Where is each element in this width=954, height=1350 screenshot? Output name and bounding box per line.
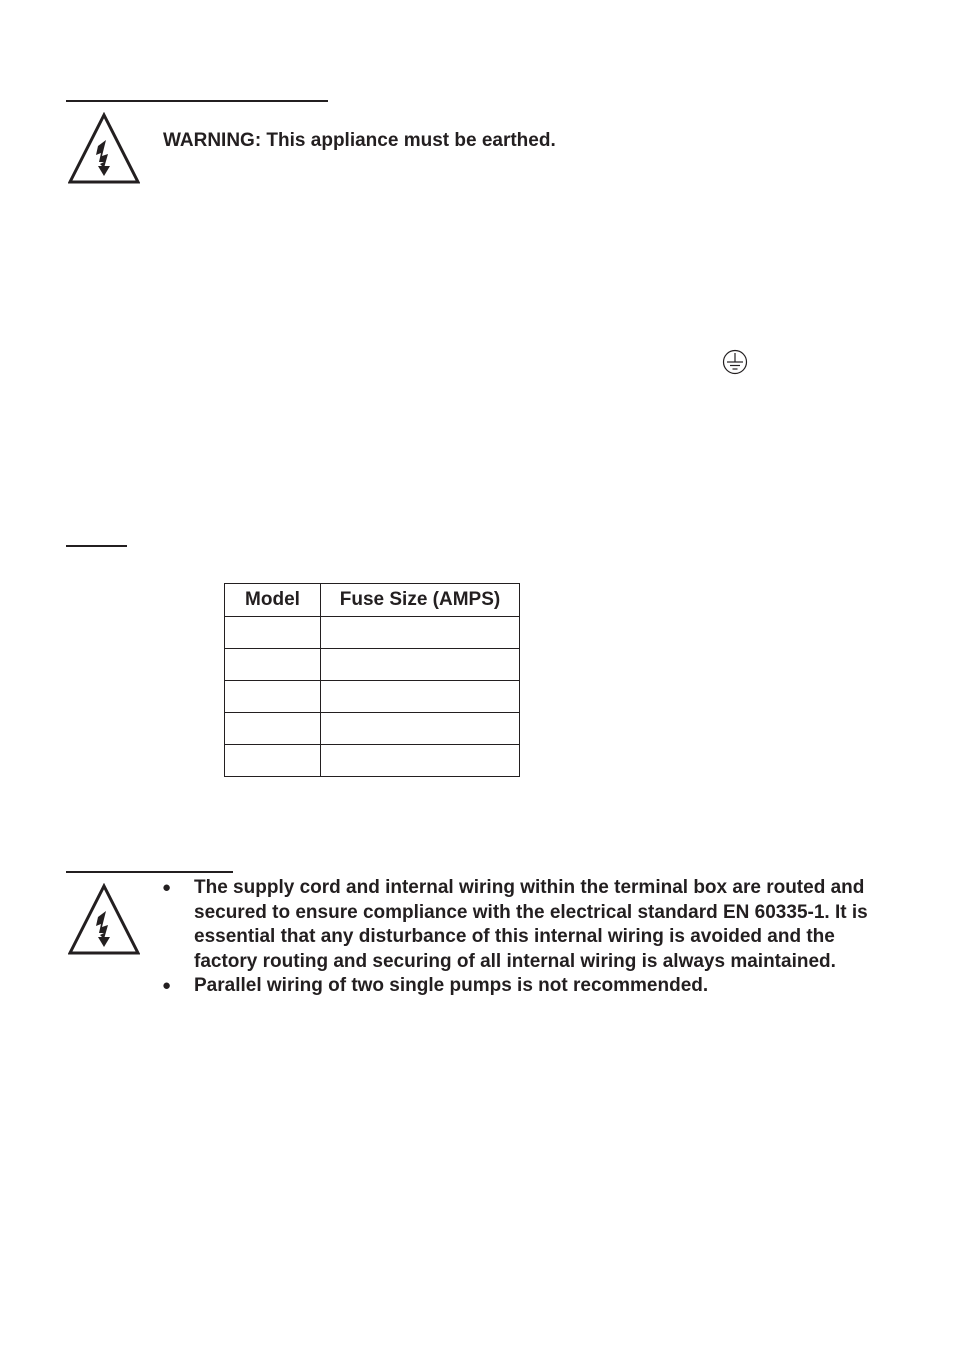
earthing-warning-text: WARNING: This appliance must be earthed. xyxy=(163,130,556,151)
cell-fuse-size xyxy=(321,617,520,649)
table-header-row xyxy=(225,584,520,617)
high-voltage-warning-icon xyxy=(68,112,140,184)
table-row xyxy=(225,713,520,745)
cell-model xyxy=(225,681,321,713)
cell-model xyxy=(225,649,321,681)
cell-model xyxy=(225,745,321,777)
table-row xyxy=(225,617,520,649)
bullet-icon: ● xyxy=(162,977,172,995)
section-heading-rule-fuses xyxy=(66,545,127,547)
protective-earth-icon xyxy=(722,349,748,375)
cell-model xyxy=(225,617,321,649)
table-row xyxy=(225,745,520,777)
cell-fuse-size xyxy=(321,681,520,713)
wiring-notes-list xyxy=(162,876,882,999)
section-heading-rule-wiring xyxy=(66,871,233,873)
wiring-note-text: Parallel wiring of two single pumps is not recommended. xyxy=(194,975,709,997)
column-header-model: Model xyxy=(225,584,321,617)
column-header-fuse-size: Fuse Size (AMPS) xyxy=(321,584,520,617)
cell-fuse-size xyxy=(321,745,520,777)
cell-fuse-size xyxy=(321,649,520,681)
fuse-size-table xyxy=(224,583,520,777)
list-item xyxy=(162,974,882,999)
cell-fuse-size xyxy=(321,713,520,745)
wiring-note-text: The supply cord and internal wiring within the terminal box are routed and secured to ensure compliance with the electrical standard EN 60335-1. It is essential that any disturbance of this internal wiring is avoided and the factory routing and securing of all internal wiring is always maintained. xyxy=(194,877,868,972)
section-heading-rule-earthing xyxy=(66,100,328,102)
table-row xyxy=(225,649,520,681)
bullet-icon: ● xyxy=(162,879,172,896)
high-voltage-warning-icon xyxy=(68,883,140,955)
list-item xyxy=(162,876,882,974)
cell-model xyxy=(225,713,321,745)
table-row xyxy=(225,681,520,713)
